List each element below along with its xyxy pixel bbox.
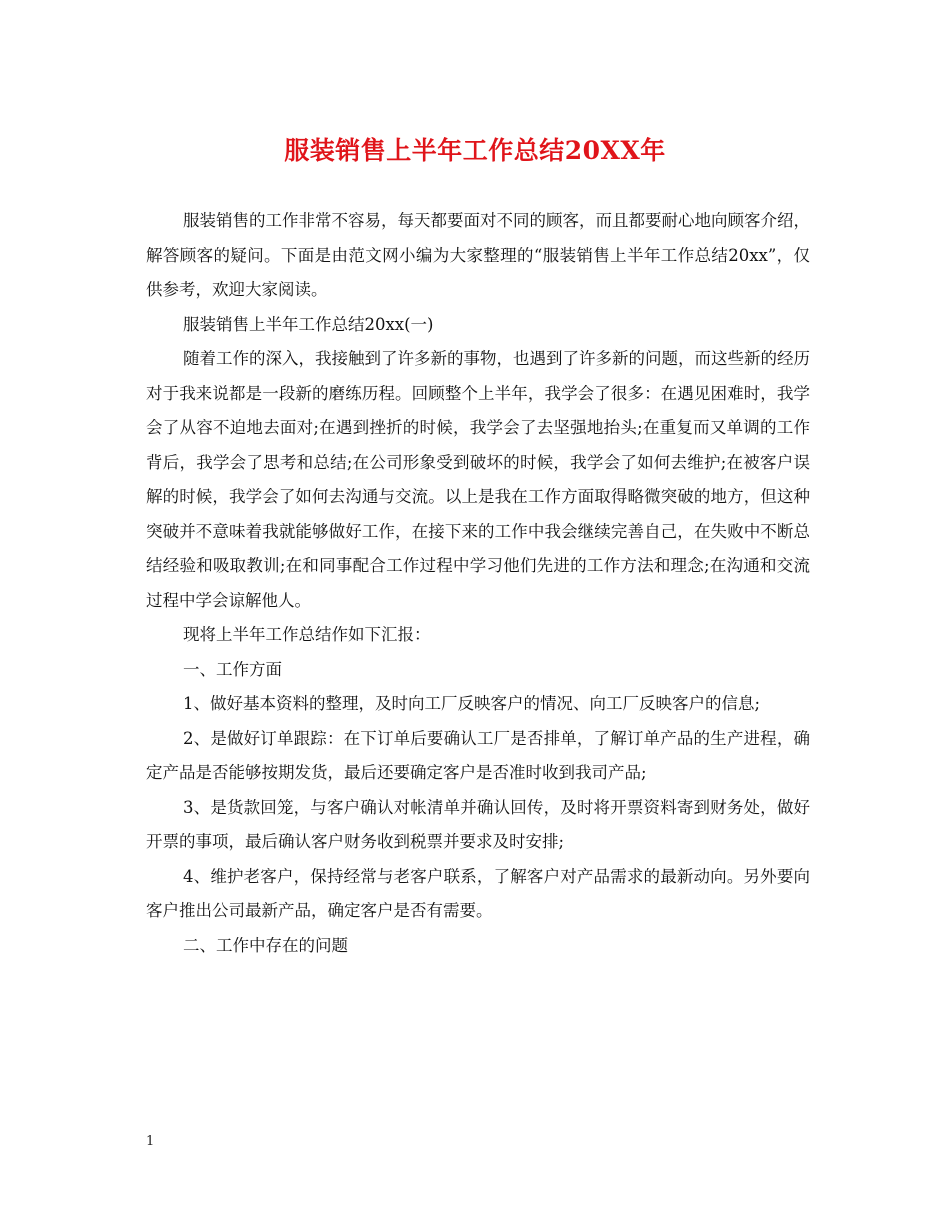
document-body	[146, 204, 810, 963]
report-lead-paragraph: 现将上半年工作总结作如下汇报：	[183, 625, 431, 644]
page-number: 1	[146, 1134, 155, 1149]
reflection-paragraph: 随着工作的深入，我接触到了许多新的事物，也遇到了许多新的问题，而这些新的经历对于我来说都是一段新的磨练历程。回顾整个上半年，我学会了很多：在遇见困难时，我学会了从容不迫地去面对;在遇到挫折的时候，我学会了去坚强地抬头;在重复而又单调的工作背后，我学会了思考和总结;在公司形象受到破坏的时候，我学会了如何去维护;在被客户误解的时候，我学会了如何去沟通与交流。以上是我在工作方面取得略微突破的地方，但这种突破并不意味着我就能够做好工作，在接下来的工作中我会继续完善自己，在失败中不断总结经验和吸取教训;在和同事配合工作过程中学习他们先进的工作方法和理念;在沟通和交流过程中学会谅解他人。	[146, 349, 810, 610]
work-item-4: 4、维护老客户，保持经常与老客户联系，了解客户对产品需求的最新动向。另外要向客户推出公司最新产品，确定客户是否有需要。	[146, 866, 810, 920]
intro-paragraph: 服装销售的工作非常不容易，每天都要面对不同的顾客，而且都要耐心地向顾客介绍，解答顾客的疑问。下面是由范文网小编为大家整理的“服装销售上半年工作总结20xx”，仅供参考，欢迎大家阅读。	[146, 211, 810, 299]
work-item-1: 1、做好基本资料的整理，及时向工厂反映客户的情况、向工厂反映客户的信息;	[183, 694, 761, 713]
section-heading-part-one: 服装销售上半年工作总结20xx(一)	[183, 314, 434, 334]
work-item-3: 3、是货款回笼，与客户确认对帐清单并确认回传，及时将开票资料寄到财务处，做好开票的事项，最后确认客户财务收到税票并要求及时安排;	[146, 797, 810, 851]
work-item-2: 2、是做好订单跟踪：在下订单后要确认工厂是否排单，了解订单产品的生产进程，确定产品是否能够按期发货，最后还要确定客户是否准时收到我司产品;	[146, 728, 810, 782]
section-heading-work: 一、工作方面	[183, 659, 282, 679]
document-title: 服装销售上半年工作总结20XX年	[284, 136, 666, 165]
section-heading-problems: 二、工作中存在的问题	[183, 935, 348, 955]
